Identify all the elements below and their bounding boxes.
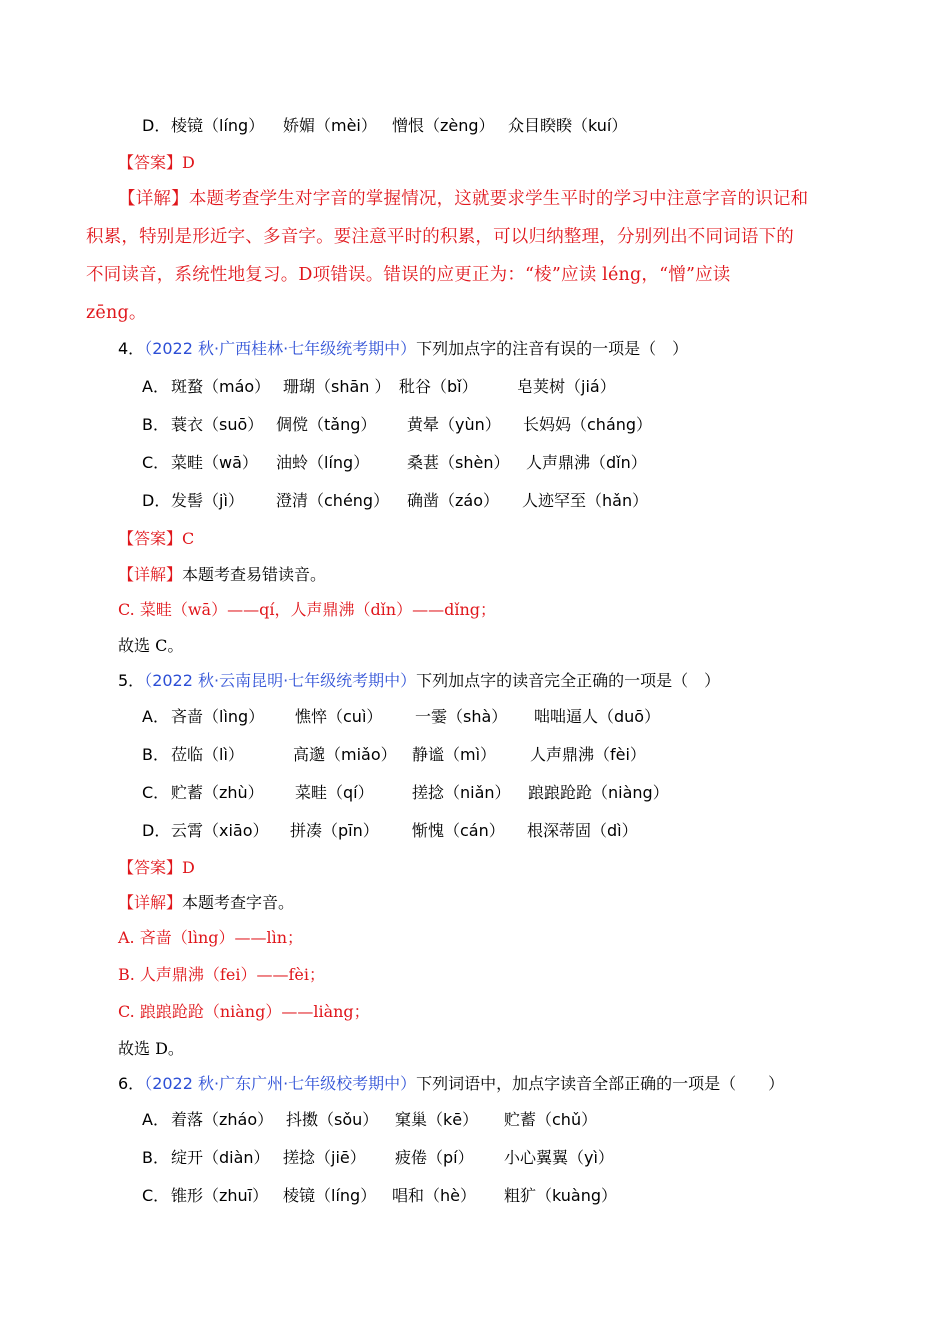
option-item: 皂荚树（jiá） (517, 377, 616, 396)
option-item: 娇媚（mèi） (283, 116, 377, 135)
detail-tag: 【详解】 (118, 565, 183, 584)
answer-value: D (182, 858, 195, 877)
option-item: 菜畦（qí） (295, 783, 374, 802)
question-text: 下列词语中，加点字读音全部正确的一项是（ ） (416, 1074, 785, 1093)
option-item: 发髻（jì） (171, 491, 244, 510)
option-item: 窠巢（kē） (395, 1110, 479, 1129)
option-item: 高邈（miǎo） (293, 745, 397, 764)
detail-text: 本题考查易错读音。 (182, 565, 327, 584)
option-item: 绽开（diàn） (171, 1148, 270, 1167)
option-label: B． (142, 1148, 169, 1167)
option-item: 惭愧（cán） (412, 821, 505, 840)
q5-conclusion: 故选 D。 (118, 1039, 184, 1058)
detail-text: 本题考查学生对字音的掌握情况，这就要求学生平时的学习中注意字音的识记和 (188, 189, 809, 209)
q5-answer (118, 856, 195, 880)
option-label: C． (142, 453, 170, 472)
option-item: 长妈妈（cháng） (523, 415, 653, 434)
q5-explain-2: B. 人声鼎沸（fei）——fèi； (118, 965, 325, 984)
option-item: 云霄（xiāo） (171, 821, 269, 840)
answer-tag: 【答案】 (118, 858, 183, 877)
option-item: 贮蓄（zhù） (171, 783, 264, 802)
q3-answer (118, 151, 195, 175)
option-item: 小心翼翼（yì） (504, 1148, 614, 1167)
option-item: 搓捻（jiē） (283, 1148, 366, 1167)
option-item: 静谧（mì） (412, 745, 497, 764)
option-item: 锥形（zhuī） (171, 1186, 269, 1205)
q4-answer (118, 527, 194, 551)
option-item: 秕谷（bǐ） (399, 377, 478, 396)
option-item: 棱镜（líng） (283, 1186, 377, 1205)
question-number: 6． (118, 1074, 145, 1093)
option-item: 粗犷（kuàng） (504, 1186, 618, 1205)
q5-detail (118, 891, 294, 915)
option-item: 棱镜（líng） (171, 116, 265, 135)
question-source: （2022 秋·广西桂林·七年级统考期中） (144, 339, 417, 358)
option-item: 憔悴（cuì） (295, 707, 383, 726)
question-text: 下列加点字的读音完全正确的一项是（ ） (416, 671, 721, 690)
detail-tag: 【详解】 (118, 893, 183, 912)
option-label: A． (142, 1110, 169, 1129)
option-item: 菜畦（wā） (171, 453, 258, 472)
option-label: B． (142, 745, 169, 764)
option-label: C． (142, 1186, 170, 1205)
option-item: 憎恨（zèng） (392, 116, 495, 135)
option-item: 人声鼎沸（dǐn） (526, 453, 647, 472)
option-item: 油蛉（líng） (276, 453, 370, 472)
option-item: 疲倦（pí） (395, 1148, 474, 1167)
option-item: 咄咄逼人（duō） (534, 707, 661, 726)
q4-detail (118, 563, 326, 587)
q6-stem (118, 1072, 784, 1096)
option-item: 唱和（hè） (392, 1186, 476, 1205)
option-item: 着落（zháo） (171, 1110, 274, 1129)
answer-value: C (182, 529, 195, 548)
q4-stem (118, 337, 688, 361)
option-label: A． (142, 377, 169, 396)
q4-conclusion: 故选 C。 (118, 636, 184, 655)
q4-explain-1: C. 菜畦（wā）——qí，人声鼎沸（dǐn）——dǐng； (118, 600, 497, 619)
answer-value: D (182, 153, 195, 172)
option-item: 黄晕（yùn） (407, 415, 501, 434)
option-item: 搓捻（niǎn） (412, 783, 511, 802)
q5-explain-3: C. 踉踉跄跄（niàng）——liàng； (118, 1002, 370, 1021)
option-item: 根深蒂固（dì） (527, 821, 638, 840)
option-label: D． (142, 116, 171, 135)
option-label: D． (142, 821, 171, 840)
option-item: 珊瑚（shān ） (283, 377, 391, 396)
q3-detail-line1 (118, 187, 808, 211)
option-item: 踉踉跄跄（niàng） (528, 783, 669, 802)
option-item: 倜傥（tǎng） (276, 415, 377, 434)
option-item: 拼凑（pīn） (290, 821, 379, 840)
q3-detail-line3: 不同读音，系统性地复习。D项错误。错误的应更正为：“棱”应读 léng，“憎”应读 (86, 265, 731, 285)
detail-text: 本题考查字音。 (182, 893, 295, 912)
option-item: 莅临（lì） (171, 745, 244, 764)
option-label: C． (142, 783, 170, 802)
detail-tag: 【详解】 (118, 189, 189, 209)
option-item: 斑蝥（máo） (171, 377, 271, 396)
option-item: 吝啬（lìng） (171, 707, 265, 726)
answer-tag: 【答案】 (118, 153, 183, 172)
question-number: 4． (118, 339, 145, 358)
option-item: 澄清（chéng） (276, 491, 390, 510)
option-label: A． (142, 707, 169, 726)
option-item: 人迹罕至（hǎn） (522, 491, 649, 510)
q5-explain-1: A. 吝啬（lìng）——lìn； (118, 928, 304, 947)
option-item: 众目睽睽（kuí） (508, 116, 628, 135)
question-source: （2022 秋·广东广州·七年级校考期中） (144, 1074, 417, 1093)
option-label: D． (142, 491, 171, 510)
question-source: （2022 秋·云南昆明·七年级统考期中） (144, 671, 417, 690)
question-text: 下列加点字的注音有误的一项是（ ） (416, 339, 689, 358)
q3-detail-line4: zēng。 (86, 303, 147, 323)
option-item: 人声鼎沸（fèi） (530, 745, 646, 764)
option-item: 贮蓄（chǔ） (504, 1110, 598, 1129)
q3-detail-line2: 积累，特别是形近字、多音字。要注意平时的积累，可以归纳整理，分别列出不同词语下的 (86, 227, 794, 247)
option-item: 一霎（shà） (415, 707, 508, 726)
option-label: B． (142, 415, 169, 434)
option-item: 确凿（záo） (407, 491, 499, 510)
q5-stem (118, 669, 720, 693)
question-number: 5． (118, 671, 145, 690)
option-item: 抖擞（sǒu） (286, 1110, 379, 1129)
option-item: 蓑衣（suō） (171, 415, 264, 434)
answer-tag: 【答案】 (118, 529, 183, 548)
option-item: 桑葚（shèn） (407, 453, 510, 472)
